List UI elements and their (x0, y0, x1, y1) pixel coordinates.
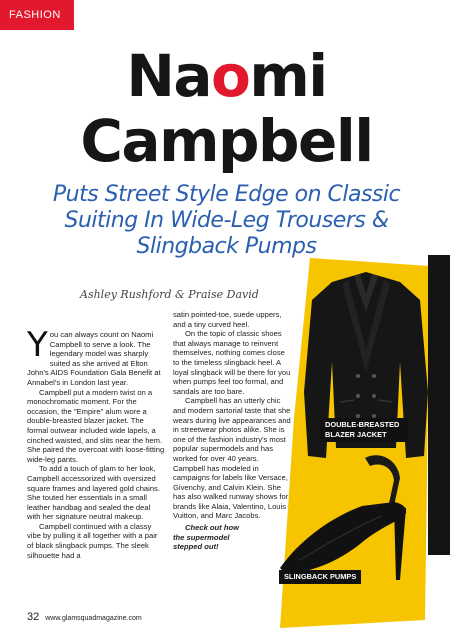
paragraph: On the topic of classic shoes that always manage to reinvent themselves, nothing comes close to the timeless slingback heel. A loyal slingback will be there for you when pumps feel too formal, and sandals are too bare. (173, 329, 291, 396)
paragraph: ou can always count on Naomi Campbell to serve a look. The legendary model was sharply suited as she arrived at Elton John's AIDS Foundation Gala Benefit at Annabel's in London last year. (27, 330, 161, 387)
page-number: 32 (27, 611, 40, 623)
page-footer (27, 611, 142, 623)
paragraph: Campbell put a modern twist on a monochromatic moment. For the occasion, the "Empire" alum wore a double-breasted blazer jacket. The formal outwear included wide lapels, a cinched waisted, and slits near the hem. She paired the overcoat with loose-fitting wide-leg pants. (27, 387, 165, 464)
drop-cap: Y (27, 325, 48, 365)
headline-part: mi (249, 42, 327, 110)
label-line: BLAZER JACKET (325, 430, 387, 439)
subtitle-line: Puts Street Style Edge on Classic (52, 182, 401, 207)
subtitle (0, 182, 453, 260)
cta-line: the supermodel (173, 532, 230, 542)
headline-part: Na (126, 42, 211, 110)
byline: Ashley Rushford & Praise David (80, 288, 259, 301)
cta-line: Check out how (185, 523, 240, 533)
paragraph: Campbell has an utterly chic and modern sartorial taste that she wears during live appearances and in streetwear photos alike. She is one of the fashion industry's most popular supermodels and has worked for over 40 years. Campbell has modeled in campaigns for labels like Versace, Givenchy, and Calvin Klein. She has also walked runway shows for brands like Alaia, Valentino, Louis Vuitton, and Marc Jacobs. (173, 396, 291, 521)
article-column-1 (27, 325, 165, 560)
subtitle-line: Slingback Pumps (136, 234, 317, 259)
paragraph: satin pointed-toe, suede uppers, and a tiny curved heel. (173, 310, 282, 329)
subtitle-line: Suiting In Wide-Leg Trousers & (64, 208, 389, 233)
cta-line: stepped out! (173, 542, 219, 552)
section-label: FASHION (9, 9, 61, 21)
magazine-url[interactable]: www.glamsquadmagazine.com (45, 615, 142, 622)
paragraph: To add a touch of glam to her look, Campbell accessorized with oversized square frames and layered gold chains. She touted her essentials in a small leather handbag and sealed the deal with her signature neutral makeup. (27, 464, 160, 522)
product-label-shoe: SLINGBACK PUMPS (279, 570, 361, 584)
section-tag (0, 0, 74, 30)
label-line: DOUBLE-BREASTED (325, 420, 400, 429)
headline-line-2: Campbell (80, 107, 373, 175)
product-label-jacket (320, 418, 408, 442)
headline-highlight-letter: o (211, 42, 250, 110)
headline-line-1 (0, 42, 453, 110)
paragraph: Campbell continued with a classy vibe by pulling it all together with a pair of black slingback pumps. The sleek silhouette had a (27, 521, 158, 560)
slingback-pump-image (270, 448, 440, 588)
